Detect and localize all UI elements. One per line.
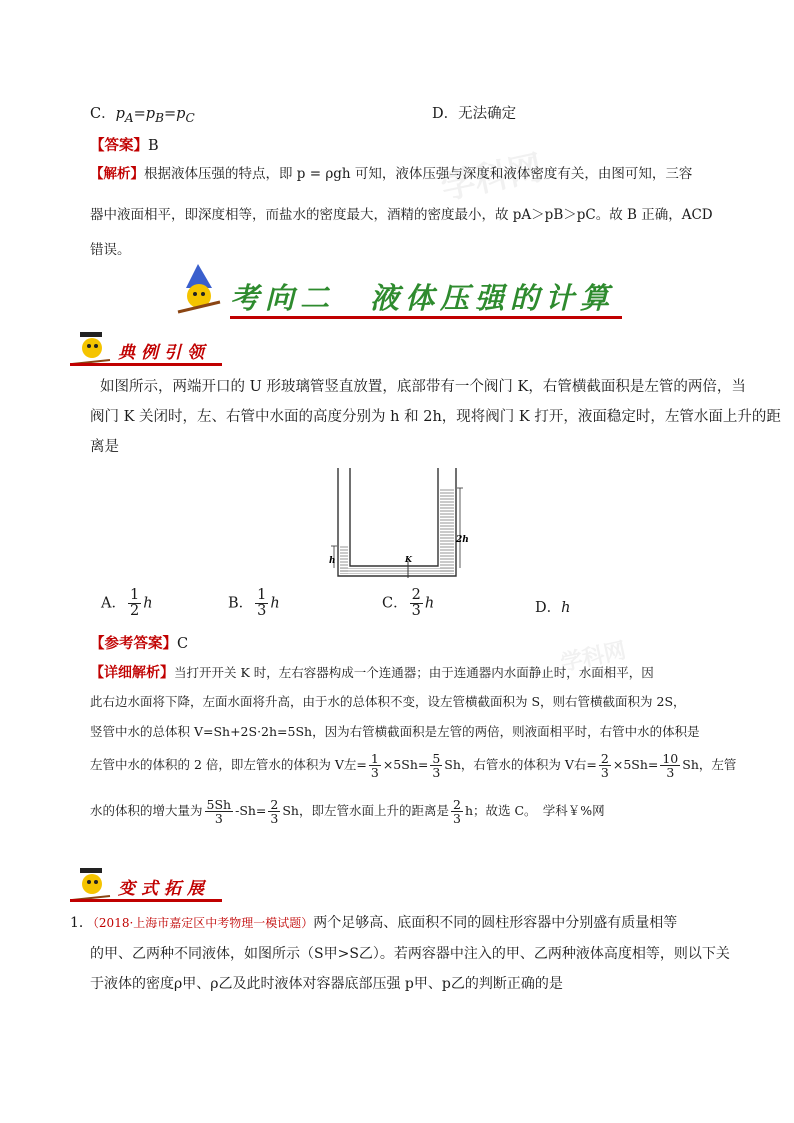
choice-a: A． $\frac{1}{2}$ h <box>101 587 153 620</box>
choice-b: B． $\frac{1}{3}$ h <box>228 587 280 620</box>
extend-heading-text: 变式拓展 <box>118 879 210 899</box>
bottom-water <box>340 568 454 574</box>
analysis-line-3: 错误。 <box>90 242 131 258</box>
analysis-text-1: 根据液体压强的特点，即 p = ρgh 可知，液体压强与深度和液体密度有关，由图可知，三容 <box>144 166 693 182</box>
example-heading <box>70 330 230 366</box>
heading-underline <box>70 363 222 366</box>
label-k: K <box>405 554 412 564</box>
student-mascot-icon <box>70 866 116 902</box>
detail-line-5: 水的体积的增大量为 $\frac{5Sh}{3}$ -Sh= $\frac{2}{3}$ Sh，即左管水面上升的距离是 $\frac{2}{3}$ h；故选 C。 学科￥%网 <box>90 797 605 827</box>
question-number: 1． <box>70 915 93 931</box>
answer-value: B <box>148 138 159 154</box>
section-title-box <box>230 276 622 319</box>
choice-d: D．h <box>535 600 571 616</box>
heading-underline <box>70 899 222 902</box>
ref-answer-label: 【参考答案】 <box>90 635 177 652</box>
answer-label: 【答案】 <box>90 137 148 154</box>
detail-line-2: 此右边水面将下降，左面水面将升高，由于水的总体积不变，设左管横截面积为 S，则右管横截面积为 2S， <box>90 694 686 709</box>
answer-line <box>90 134 159 155</box>
option-c: C．$p_A=p_B=p_C$ <box>90 106 195 125</box>
question-1-line-1: 1．（2018·上海市嘉定区中考物理一模试题）两个足够高、底面积不同的圆柱形容器中分别盛有质量相等 <box>70 915 678 931</box>
example-line-1: 如图所示，两端开口的 U 形玻璃管竖直放置，底部带有一个阀门 K，右管横截面积是左管的两倍，当 <box>100 379 746 395</box>
analysis-line-2: 器中液面相平，即深度相等，而盐水的密度最大，酒精的密度最小，故 pA＞pB＞pC。故 B 正确，ACD <box>90 207 713 223</box>
option-d: D．无法确定 <box>432 106 517 122</box>
student-mascot-icon <box>70 330 116 366</box>
label-h: h <box>329 556 336 566</box>
wizard-mascot-icon <box>172 262 228 318</box>
question-1-line-3: 于液体的密度ρ甲、ρ乙及此时液体对容器底部压强 p甲、p乙的判断正确的是 <box>90 976 563 992</box>
detail-label: 【详细解析】 <box>90 665 174 681</box>
watermark: 学科网 <box>558 637 629 677</box>
question-source: （2018·上海市嘉定区中考物理一模试题） <box>92 916 314 930</box>
example-line-3: 离是 <box>90 439 119 455</box>
detail-line-4: 左管中水的体积的 2 倍，即左管水的体积为 V左= $\frac{1}{3}$ ×5Sh= $\frac{5}{3}$ Sh，右管水的体积为 V右= $\frac{2}{3}$ ×5Sh= $\frac{10}{3}$ Sh，左管 <box>90 751 737 781</box>
right-water <box>440 488 454 574</box>
ref-answer-line <box>90 632 188 653</box>
ref-answer-value: C <box>177 636 189 652</box>
example-line-2: 阀门 K 关闭时，左、右管中水面的高度分别为 h 和 2h，现将阀门 K 打开，液面稳定时，左管水面上升的距 <box>90 409 781 425</box>
label-2h: 2h <box>456 535 469 545</box>
analysis-line-1 <box>90 162 692 182</box>
detail-line-1: 【详细解析】当打开开关 K 时，左右容器构成一个连通器；由于连通器内水面静止时，水面相平，因 <box>90 665 654 681</box>
extend-heading <box>70 866 230 902</box>
example-heading-text: 典例引领 <box>118 343 210 363</box>
choice-c: C． $\frac{2}{3}$ h <box>382 587 435 620</box>
analysis-label: 【解析】 <box>90 166 144 182</box>
detail-line-3: 竖管中水的总体积 V=Sh+2S·2h=5Sh，因为右管横截面积是左管的两倍，则液面相平时，右管中水的体积是 <box>90 724 700 739</box>
section-title: 考向二 液体压强的计算 <box>230 281 616 315</box>
question-1-line-2: 的甲、乙两种不同液体，如图所示（S甲>S乙）。若两容器中注入的甲、乙两种液体高度相等，则以下关 <box>90 946 730 962</box>
watermark: 学科网 <box>437 147 546 209</box>
u-tube-figure <box>330 468 470 584</box>
